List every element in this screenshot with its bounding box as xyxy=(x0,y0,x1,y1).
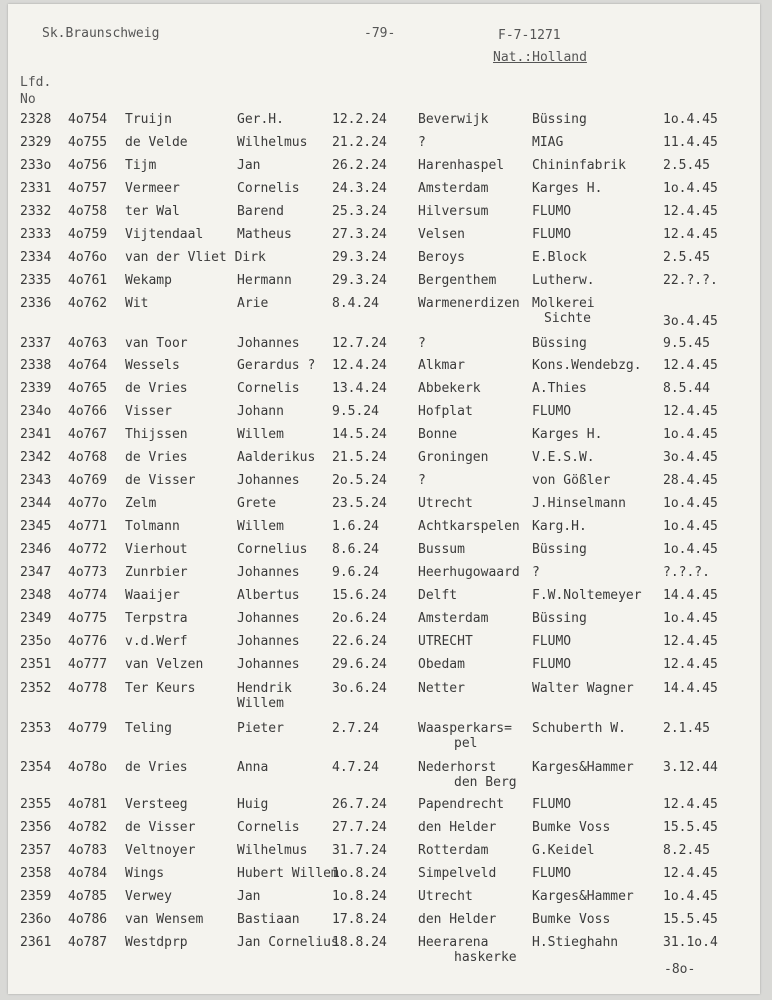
record-number: 4o754 xyxy=(68,112,108,127)
birth-place: Bonne xyxy=(418,427,458,442)
first-name: Huig xyxy=(237,797,269,812)
birth-date: 22.6.24 xyxy=(332,634,387,649)
lfd-number: 2354 xyxy=(20,760,52,775)
surname: de Visser xyxy=(125,820,196,835)
end-date: 8.2.45 xyxy=(663,843,710,858)
first-name: Hubert Willem xyxy=(237,866,339,881)
lfd-number: 2334 xyxy=(20,250,52,265)
page-number: -79- xyxy=(364,26,396,41)
surname: Waaijer xyxy=(125,588,180,603)
record-number: 4o762 xyxy=(68,296,108,311)
birth-place: Warmenerdizen xyxy=(418,296,520,311)
record-number: 4o758 xyxy=(68,204,108,219)
birth-date: 27.3.24 xyxy=(332,227,387,242)
record-number: 4o763 xyxy=(68,336,108,351)
birth-place: Hilversum xyxy=(418,204,489,219)
birth-date: 12.4.24 xyxy=(332,358,387,373)
birth-place: Velsen xyxy=(418,227,465,242)
lfd-number: 2343 xyxy=(20,473,52,488)
end-date: 28.4.45 xyxy=(663,473,718,488)
employer: A.Thies xyxy=(532,381,587,396)
birth-place: Simpelveld xyxy=(418,866,497,881)
first-name: Willem xyxy=(237,519,284,534)
end-date: 15.5.45 xyxy=(663,820,718,835)
surname: Verwey xyxy=(125,889,172,904)
birth-date: 2.7.24 xyxy=(332,721,379,736)
record-number: 4o768 xyxy=(68,450,108,465)
record-number: 4o767 xyxy=(68,427,108,442)
birth-date: 17.8.24 xyxy=(332,912,387,927)
record-number: 4o766 xyxy=(68,404,108,419)
record-number: 4o771 xyxy=(68,519,108,534)
record-number: 4o784 xyxy=(68,866,108,881)
employer: Schuberth W. xyxy=(532,721,626,736)
first-name: Bastiaan xyxy=(237,912,300,927)
end-date: 9.5.45 xyxy=(663,336,710,351)
birth-date: 18.8.24 xyxy=(332,935,387,950)
birth-date: 9.6.24 xyxy=(332,565,379,580)
first-name: Jan xyxy=(237,158,261,173)
surname: de Vries xyxy=(125,760,188,775)
birth-place: Papendrecht xyxy=(418,797,505,812)
first-name: Johannes xyxy=(237,565,300,580)
birth-date: 12.7.24 xyxy=(332,336,387,351)
end-date: 12.4.45 xyxy=(663,657,718,672)
first-name: Pieter xyxy=(237,721,284,736)
employer: Walter Wagner xyxy=(532,681,634,696)
lfd-number: 2356 xyxy=(20,820,52,835)
employer: Büssing xyxy=(532,611,587,626)
employer: H.Stieghahn xyxy=(532,935,619,950)
first-name: Johann xyxy=(237,404,284,419)
surname: Zunrbier xyxy=(125,565,188,580)
birth-date: 9.5.24 xyxy=(332,404,379,419)
lfd-number: 2341 xyxy=(20,427,52,442)
record-number: 4o765 xyxy=(68,381,108,396)
birth-place: ? xyxy=(418,336,426,351)
surname: de Vries xyxy=(125,450,188,465)
birth-date: 1o.8.24 xyxy=(332,889,387,904)
end-date: 2.5.45 xyxy=(663,158,710,173)
surname: Wessels xyxy=(125,358,180,373)
surname: Terpstra xyxy=(125,611,188,626)
end-date: 1o.4.45 xyxy=(663,181,718,196)
first-name: Willem xyxy=(237,427,284,442)
first-name: Johannes xyxy=(237,611,300,626)
employer: Büssing xyxy=(532,542,587,557)
birth-date: 26.2.24 xyxy=(332,158,387,173)
record-number: 4o761 xyxy=(68,273,108,288)
lfd-number: 2345 xyxy=(20,519,52,534)
lfd-number: 234o xyxy=(20,404,52,419)
birth-date: 2o.5.24 xyxy=(332,473,387,488)
birth-date: 1.6.24 xyxy=(332,519,379,534)
employer: Büssing xyxy=(532,112,587,127)
first-name: Cornelius xyxy=(237,542,308,557)
first-name: Anna xyxy=(237,760,269,775)
birth-place: den Helder xyxy=(418,820,497,835)
lfd-number: 2332 xyxy=(20,204,52,219)
employer: J.Hinselmann xyxy=(532,496,626,511)
record-number: 4o781 xyxy=(68,797,108,812)
lfd-column-label xyxy=(20,74,51,108)
lfd-label-line2: No xyxy=(20,92,36,107)
birth-date: 21.5.24 xyxy=(332,450,387,465)
surname: Visser xyxy=(125,404,172,419)
end-date: 1o.4.45 xyxy=(663,519,718,534)
first-name: Cornelis xyxy=(237,820,300,835)
record-number: 4o755 xyxy=(68,135,108,150)
first-name: Albertus xyxy=(237,588,300,603)
record-number: 4o778 xyxy=(68,681,108,696)
birth-place: Utrecht xyxy=(418,889,473,904)
end-date: 1o.4.45 xyxy=(663,542,718,557)
surname: Wings xyxy=(125,866,165,881)
lfd-number: 2331 xyxy=(20,181,52,196)
lfd-number: 233o xyxy=(20,158,52,173)
employer: Chininfabrik xyxy=(532,158,626,173)
record-number: 4o782 xyxy=(68,820,108,835)
birth-place: Beroys xyxy=(418,250,465,265)
end-date: 12.4.45 xyxy=(663,797,718,812)
employer: FLUMO xyxy=(532,204,572,219)
lfd-number: 236o xyxy=(20,912,52,927)
birth-place-continued: den Berg xyxy=(454,775,517,790)
employer: V.E.S.W. xyxy=(532,450,595,465)
end-date: 11.4.45 xyxy=(663,135,718,150)
birth-place: Heerhugowaard xyxy=(418,565,520,580)
first-name: Aalderikus xyxy=(237,450,316,465)
employer: Karges H. xyxy=(532,427,603,442)
record-number: 4o77o xyxy=(68,496,108,511)
surname: de Visser xyxy=(125,473,196,488)
birth-place: Nederhorst den Berg xyxy=(418,760,517,790)
surname: van Velzen xyxy=(125,657,204,672)
surname: Vijtendaal xyxy=(125,227,204,242)
birth-place-continued: pel xyxy=(454,736,478,751)
first-name: Ger.H. xyxy=(237,112,284,127)
employer: Molkerei Sichte xyxy=(532,296,595,326)
employer: FLUMO xyxy=(532,404,572,419)
first-name: Johannes xyxy=(237,657,300,672)
surname: Teling xyxy=(125,721,172,736)
lfd-number: 235o xyxy=(20,634,52,649)
end-date: 8.5.44 xyxy=(663,381,710,396)
birth-place: Heerarena haskerke xyxy=(418,935,517,965)
surname: Truijn xyxy=(125,112,172,127)
birth-date: 15.6.24 xyxy=(332,588,387,603)
birth-place: Abbekerk xyxy=(418,381,481,396)
birth-place: Hofplat xyxy=(418,404,473,419)
employer: FLUMO xyxy=(532,866,572,881)
end-date: 2.1.45 xyxy=(663,721,710,736)
record-number: 4o764 xyxy=(68,358,108,373)
birth-date: 25.3.24 xyxy=(332,204,387,219)
end-date: 1o.4.45 xyxy=(663,889,718,904)
surname: Versteeg xyxy=(125,797,188,812)
birth-date: 1o.8.24 xyxy=(332,866,387,881)
end-date: ?.?.?. xyxy=(663,565,710,580)
lfd-number: 2349 xyxy=(20,611,52,626)
lfd-number: 2361 xyxy=(20,935,52,950)
surname: ter Wal xyxy=(125,204,180,219)
record-number: 4o774 xyxy=(68,588,108,603)
record-number: 4o787 xyxy=(68,935,108,950)
birth-place: ? xyxy=(418,135,426,150)
birth-date: 27.7.24 xyxy=(332,820,387,835)
surname: van Wensem xyxy=(125,912,204,927)
employer: Karges H. xyxy=(532,181,603,196)
lfd-number: 2347 xyxy=(20,565,52,580)
record-number: 4o775 xyxy=(68,611,108,626)
birth-place: UTRECHT xyxy=(418,634,473,649)
surname: de Vries xyxy=(125,381,188,396)
employer: FLUMO xyxy=(532,797,572,812)
end-date: 12.4.45 xyxy=(663,866,718,881)
record-number: 4o769 xyxy=(68,473,108,488)
lfd-number: 2335 xyxy=(20,273,52,288)
end-date: 22.?.?. xyxy=(663,273,718,288)
record-number: 4o756 xyxy=(68,158,108,173)
lfd-number: 2346 xyxy=(20,542,52,557)
surname: Tijm xyxy=(125,158,157,173)
employer: Büssing xyxy=(532,336,587,351)
birth-place: Obedam xyxy=(418,657,465,672)
birth-place: ? xyxy=(418,473,426,488)
end-date: 1o.4.45 xyxy=(663,427,718,442)
first-name: Matheus xyxy=(237,227,292,242)
first-name: Hendrik Willem xyxy=(237,681,292,711)
employer: Lutherw. xyxy=(532,273,595,288)
first-name: Johannes xyxy=(237,473,300,488)
first-name: Wilhelmus xyxy=(237,135,308,150)
surname: Westdprp xyxy=(125,935,188,950)
birth-place: Groningen xyxy=(418,450,489,465)
employer: Karges&Hammer xyxy=(532,760,634,775)
lfd-number: 2348 xyxy=(20,588,52,603)
end-date: 3o.4.45 xyxy=(663,450,718,465)
record-number: 4o783 xyxy=(68,843,108,858)
document-code: F-7-1271 xyxy=(498,28,561,43)
surname: Wekamp xyxy=(125,273,172,288)
end-date: 12.4.45 xyxy=(663,204,718,219)
first-name: Johannes xyxy=(237,634,300,649)
birth-place: Harenhaspel xyxy=(418,158,505,173)
surname: Thijssen xyxy=(125,427,188,442)
birth-place: Beverwijk xyxy=(418,112,489,127)
end-date: 1o.4.45 xyxy=(663,112,718,127)
lfd-number: 2339 xyxy=(20,381,52,396)
first-name: Grete xyxy=(237,496,277,511)
record-number: 4o76o xyxy=(68,250,108,265)
record-number: 4o773 xyxy=(68,565,108,580)
lfd-number: 2344 xyxy=(20,496,52,511)
first-name: Jan xyxy=(237,889,261,904)
birth-place: Utrecht xyxy=(418,496,473,511)
surname: v.d.Werf xyxy=(125,634,188,649)
nationality-heading: Nat.:Holland xyxy=(493,50,587,65)
surname: Vierhout xyxy=(125,542,188,557)
birth-date: 12.2.24 xyxy=(332,112,387,127)
end-date: 12.4.45 xyxy=(663,634,718,649)
lfd-number: 2342 xyxy=(20,450,52,465)
birth-date: 23.5.24 xyxy=(332,496,387,511)
employer: Bumke Voss xyxy=(532,912,611,927)
first-name: Barend xyxy=(237,204,284,219)
birth-date: 21.2.24 xyxy=(332,135,387,150)
document-page xyxy=(8,4,760,994)
employer: von Gößler xyxy=(532,473,611,488)
birth-date: 29.3.24 xyxy=(332,250,387,265)
record-number: 4o785 xyxy=(68,889,108,904)
end-date: 12.4.45 xyxy=(663,358,718,373)
first-name: Cornelis xyxy=(237,381,300,396)
end-date: 3o.4.45 xyxy=(663,314,718,329)
lfd-number: 2355 xyxy=(20,797,52,812)
surname: de Velde xyxy=(125,135,188,150)
birth-date: 29.6.24 xyxy=(332,657,387,672)
employer: ? xyxy=(532,565,540,580)
record-number: 4o777 xyxy=(68,657,108,672)
first-name-continued: Willem xyxy=(237,696,284,711)
lfd-number: 2352 xyxy=(20,681,52,696)
city-header: Sk.Braunschweig xyxy=(42,26,160,41)
end-date: 14.4.45 xyxy=(663,588,718,603)
employer: E.Block xyxy=(532,250,587,265)
lfd-number: 2333 xyxy=(20,227,52,242)
birth-date: 29.3.24 xyxy=(332,273,387,288)
birth-place: Delft xyxy=(418,588,458,603)
birth-place: Bussum xyxy=(418,542,465,557)
first-name: Jan Cornelius xyxy=(237,935,339,950)
birth-date: 3o.6.24 xyxy=(332,681,387,696)
surname: Vermeer xyxy=(125,181,180,196)
birth-date: 2o.6.24 xyxy=(332,611,387,626)
birth-date: 14.5.24 xyxy=(332,427,387,442)
employer: FLUMO xyxy=(532,634,572,649)
birth-place: Alkmar xyxy=(418,358,465,373)
first-name: Arie xyxy=(237,296,269,311)
birth-date: 31.7.24 xyxy=(332,843,387,858)
employer: Kons.Wendebzg. xyxy=(532,358,642,373)
employer: Karges&Hammer xyxy=(532,889,634,904)
record-number: 4o78o xyxy=(68,760,108,775)
lfd-number: 2328 xyxy=(20,112,52,127)
end-date: 1o.4.45 xyxy=(663,496,718,511)
birth-date: 24.3.24 xyxy=(332,181,387,196)
first-name: Wilhelmus xyxy=(237,843,308,858)
record-number: 4o759 xyxy=(68,227,108,242)
lfd-number: 2358 xyxy=(20,866,52,881)
end-date: 14.4.45 xyxy=(663,681,718,696)
record-number: 4o779 xyxy=(68,721,108,736)
end-date: 15.5.45 xyxy=(663,912,718,927)
surname: Veltnoyer xyxy=(125,843,196,858)
birth-place: Achtkarspelen xyxy=(418,519,520,534)
next-page-number: -8o- xyxy=(664,962,696,977)
lfd-number: 2337 xyxy=(20,336,52,351)
surname: Ter Keurs xyxy=(125,681,196,696)
end-date: 31.1o.4 xyxy=(663,935,718,950)
lfd-number: 2357 xyxy=(20,843,52,858)
employer-continued: Sichte xyxy=(544,311,591,326)
end-date: 12.4.45 xyxy=(663,404,718,419)
lfd-number: 2351 xyxy=(20,657,52,672)
surname: Tolmann xyxy=(125,519,180,534)
lfd-number: 2329 xyxy=(20,135,52,150)
birth-place: Bergenthem xyxy=(418,273,497,288)
birth-date: 13.4.24 xyxy=(332,381,387,396)
employer: Karg.H. xyxy=(532,519,587,534)
lfd-number: 2336 xyxy=(20,296,52,311)
surname: van der Vliet Dirk xyxy=(125,250,266,265)
birth-date: 8.6.24 xyxy=(332,542,379,557)
surname: Wit xyxy=(125,296,149,311)
record-number: 4o786 xyxy=(68,912,108,927)
end-date: 2.5.45 xyxy=(663,250,710,265)
end-date: 12.4.45 xyxy=(663,227,718,242)
first-name: Johannes xyxy=(237,336,300,351)
employer: MIAG xyxy=(532,135,564,150)
surname: Zelm xyxy=(125,496,157,511)
birth-date: 8.4.24 xyxy=(332,296,379,311)
employer: G.Keidel xyxy=(532,843,595,858)
employer: FLUMO xyxy=(532,657,572,672)
birth-date: 26.7.24 xyxy=(332,797,387,812)
lfd-number: 2359 xyxy=(20,889,52,904)
record-number: 4o776 xyxy=(68,634,108,649)
birth-place: Waasperkars= pel xyxy=(418,721,512,751)
birth-place: Rotterdam xyxy=(418,843,489,858)
birth-date: 4.7.24 xyxy=(332,760,379,775)
lfd-number: 2353 xyxy=(20,721,52,736)
first-name: Hermann xyxy=(237,273,292,288)
birth-place: Amsterdam xyxy=(418,181,489,196)
end-date: 3.12.44 xyxy=(663,760,718,775)
birth-place-continued: haskerke xyxy=(454,950,517,965)
employer: Bumke Voss xyxy=(532,820,611,835)
lfd-number: 2338 xyxy=(20,358,52,373)
employer: F.W.Noltemeyer xyxy=(532,588,642,603)
birth-place: den Helder xyxy=(418,912,497,927)
first-name: Cornelis xyxy=(237,181,300,196)
lfd-label-line1: Lfd. xyxy=(20,75,52,90)
end-date: 1o.4.45 xyxy=(663,611,718,626)
birth-place: Netter xyxy=(418,681,465,696)
birth-place: Amsterdam xyxy=(418,611,489,626)
record-number: 4o772 xyxy=(68,542,108,557)
record-number: 4o757 xyxy=(68,181,108,196)
employer: FLUMO xyxy=(532,227,572,242)
surname: van Toor xyxy=(125,336,188,351)
first-name: Gerardus ? xyxy=(237,358,316,373)
